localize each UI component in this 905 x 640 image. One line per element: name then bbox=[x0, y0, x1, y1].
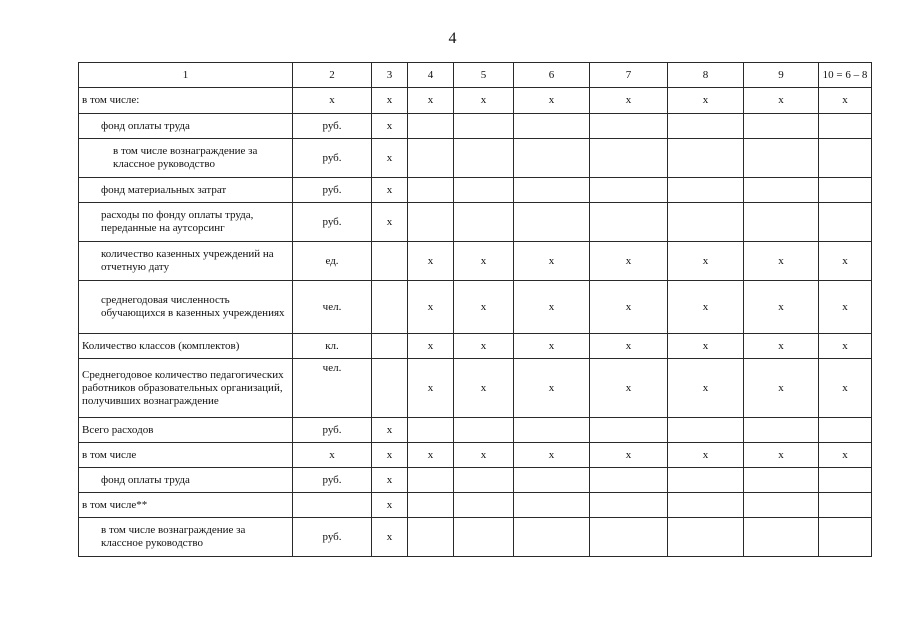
unit-cell: руб. bbox=[293, 139, 372, 178]
table-row bbox=[79, 493, 872, 518]
value-cell: х bbox=[668, 334, 744, 359]
value-cell: х bbox=[744, 359, 819, 418]
value-cell: х bbox=[744, 281, 819, 334]
value-cell bbox=[372, 334, 408, 359]
row-label: Среднегодовое количество педагогических работников образовательных организаций, получивших вознаграждение bbox=[79, 359, 293, 418]
row-label: в том числе bbox=[79, 443, 293, 468]
value-cell: х bbox=[372, 203, 408, 242]
value-cell: х bbox=[408, 334, 454, 359]
value-cell bbox=[408, 114, 454, 139]
value-cell bbox=[454, 493, 514, 518]
table-row bbox=[79, 468, 872, 493]
value-cell: х bbox=[668, 443, 744, 468]
value-cell: х bbox=[514, 334, 590, 359]
value-cell bbox=[819, 468, 872, 493]
value-cell: х bbox=[819, 359, 872, 418]
unit-cell: х bbox=[293, 443, 372, 468]
table-row bbox=[79, 88, 872, 114]
table-row bbox=[79, 281, 872, 334]
unit-cell: руб. bbox=[293, 468, 372, 493]
value-cell bbox=[514, 468, 590, 493]
value-cell bbox=[668, 468, 744, 493]
value-cell bbox=[668, 114, 744, 139]
value-cell: х bbox=[372, 443, 408, 468]
table-row bbox=[79, 178, 872, 203]
value-cell: х bbox=[819, 281, 872, 334]
value-cell bbox=[514, 114, 590, 139]
row-label: в том числе вознаграждение за классное руководство bbox=[79, 139, 293, 178]
row-label: в том числе: bbox=[79, 88, 293, 114]
value-cell: х bbox=[454, 359, 514, 418]
unit-cell: руб. bbox=[293, 203, 372, 242]
value-cell bbox=[590, 493, 668, 518]
value-cell bbox=[514, 493, 590, 518]
column-header-8: 8 bbox=[668, 63, 744, 88]
value-cell bbox=[454, 468, 514, 493]
value-cell bbox=[744, 418, 819, 443]
column-header-1: 1 bbox=[79, 63, 293, 88]
value-cell bbox=[408, 518, 454, 557]
value-cell bbox=[454, 203, 514, 242]
value-cell: х bbox=[744, 443, 819, 468]
value-cell bbox=[514, 418, 590, 443]
value-cell: х bbox=[819, 334, 872, 359]
value-cell bbox=[454, 418, 514, 443]
value-cell: х bbox=[819, 88, 872, 114]
value-cell: х bbox=[744, 334, 819, 359]
value-cell bbox=[590, 418, 668, 443]
row-label: Всего расходов bbox=[79, 418, 293, 443]
column-header-2: 2 bbox=[293, 63, 372, 88]
value-cell bbox=[372, 242, 408, 281]
value-cell bbox=[744, 468, 819, 493]
value-cell bbox=[668, 203, 744, 242]
row-label: в том числе вознаграждение за классное руководство bbox=[79, 518, 293, 557]
value-cell: х bbox=[372, 518, 408, 557]
table-row bbox=[79, 334, 872, 359]
value-cell bbox=[668, 518, 744, 557]
value-cell: х bbox=[408, 88, 454, 114]
row-label: Количество классов (комплектов) bbox=[79, 334, 293, 359]
unit-cell: руб. bbox=[293, 418, 372, 443]
column-header-6: 6 bbox=[514, 63, 590, 88]
value-cell bbox=[372, 281, 408, 334]
value-cell bbox=[744, 139, 819, 178]
unit-cell: ед. bbox=[293, 242, 372, 281]
value-cell: х bbox=[514, 88, 590, 114]
value-cell: х bbox=[408, 443, 454, 468]
row-label: в том числе** bbox=[79, 493, 293, 518]
value-cell: х bbox=[668, 281, 744, 334]
unit-cell: чел. bbox=[293, 359, 372, 418]
unit-cell: руб. bbox=[293, 518, 372, 557]
value-cell bbox=[408, 203, 454, 242]
value-cell: х bbox=[408, 242, 454, 281]
unit-cell bbox=[293, 493, 372, 518]
value-cell: х bbox=[372, 418, 408, 443]
value-cell bbox=[744, 114, 819, 139]
value-cell: х bbox=[372, 139, 408, 178]
row-label: фонд оплаты труда bbox=[79, 468, 293, 493]
value-cell: х bbox=[819, 242, 872, 281]
table-row bbox=[79, 518, 872, 557]
value-cell: х bbox=[408, 359, 454, 418]
value-cell: х bbox=[372, 493, 408, 518]
unit-cell: чел. bbox=[293, 281, 372, 334]
table-row bbox=[79, 359, 872, 418]
value-cell bbox=[590, 139, 668, 178]
value-cell: х bbox=[744, 88, 819, 114]
value-cell: х bbox=[590, 242, 668, 281]
value-cell bbox=[408, 418, 454, 443]
value-cell bbox=[819, 518, 872, 557]
value-cell bbox=[514, 178, 590, 203]
value-cell: х bbox=[744, 242, 819, 281]
value-cell: х bbox=[514, 242, 590, 281]
value-cell bbox=[590, 178, 668, 203]
value-cell bbox=[819, 114, 872, 139]
value-cell bbox=[454, 518, 514, 557]
value-cell bbox=[590, 114, 668, 139]
column-header-10: 10 = 6 – 8 bbox=[819, 63, 872, 88]
value-cell: х bbox=[454, 443, 514, 468]
unit-cell: х bbox=[293, 88, 372, 114]
value-cell: х bbox=[590, 443, 668, 468]
page-number: 4 bbox=[448, 30, 457, 47]
value-cell bbox=[408, 139, 454, 178]
value-cell bbox=[372, 359, 408, 418]
value-cell bbox=[454, 178, 514, 203]
value-cell: х bbox=[819, 443, 872, 468]
value-cell: х bbox=[514, 359, 590, 418]
row-label: фонд материальных затрат bbox=[79, 178, 293, 203]
value-cell: х bbox=[372, 178, 408, 203]
value-cell bbox=[454, 139, 514, 178]
value-cell bbox=[590, 518, 668, 557]
value-cell: х bbox=[590, 281, 668, 334]
value-cell: х bbox=[454, 242, 514, 281]
value-cell bbox=[668, 493, 744, 518]
value-cell: х bbox=[454, 88, 514, 114]
value-cell bbox=[408, 493, 454, 518]
table-row bbox=[79, 114, 872, 139]
value-cell: х bbox=[590, 88, 668, 114]
value-cell bbox=[590, 468, 668, 493]
value-cell bbox=[744, 178, 819, 203]
value-cell bbox=[514, 203, 590, 242]
value-cell: х bbox=[514, 281, 590, 334]
value-cell bbox=[744, 518, 819, 557]
row-label: фонд оплаты труда bbox=[79, 114, 293, 139]
table-header-row bbox=[79, 63, 872, 88]
value-cell: х bbox=[408, 281, 454, 334]
value-cell bbox=[514, 139, 590, 178]
value-cell: х bbox=[590, 359, 668, 418]
value-cell bbox=[454, 114, 514, 139]
value-cell: х bbox=[372, 88, 408, 114]
value-cell bbox=[819, 178, 872, 203]
value-cell bbox=[408, 468, 454, 493]
value-cell bbox=[514, 518, 590, 557]
value-cell bbox=[819, 493, 872, 518]
value-cell bbox=[819, 418, 872, 443]
value-cell bbox=[744, 493, 819, 518]
value-cell: х bbox=[514, 443, 590, 468]
table-row bbox=[79, 139, 872, 178]
value-cell: х bbox=[454, 281, 514, 334]
column-header-5: 5 bbox=[454, 63, 514, 88]
unit-cell: руб. bbox=[293, 114, 372, 139]
row-label: количество казенных учреждений на отчетную дату bbox=[79, 242, 293, 281]
value-cell bbox=[744, 203, 819, 242]
table-row bbox=[79, 242, 872, 281]
row-label: среднегодовая численность обучающихся в казенных учреждениях bbox=[79, 281, 293, 334]
value-cell bbox=[590, 203, 668, 242]
value-cell bbox=[668, 139, 744, 178]
row-label: расходы по фонду оплаты труда, переданные на аутсорсинг bbox=[79, 203, 293, 242]
value-cell: х bbox=[668, 359, 744, 418]
column-header-4: 4 bbox=[408, 63, 454, 88]
column-header-3: 3 bbox=[372, 63, 408, 88]
value-cell: х bbox=[590, 334, 668, 359]
value-cell bbox=[819, 139, 872, 178]
report-table bbox=[78, 62, 872, 557]
value-cell: х bbox=[668, 242, 744, 281]
value-cell bbox=[819, 203, 872, 242]
value-cell: х bbox=[372, 114, 408, 139]
table-row bbox=[79, 443, 872, 468]
value-cell: х bbox=[372, 468, 408, 493]
unit-cell: руб. bbox=[293, 178, 372, 203]
value-cell bbox=[668, 418, 744, 443]
table-row bbox=[79, 418, 872, 443]
value-cell: х bbox=[668, 88, 744, 114]
value-cell: х bbox=[454, 334, 514, 359]
table-row bbox=[79, 203, 872, 242]
value-cell bbox=[408, 178, 454, 203]
unit-cell: кл. bbox=[293, 334, 372, 359]
column-header-7: 7 bbox=[590, 63, 668, 88]
column-header-9: 9 bbox=[744, 63, 819, 88]
value-cell bbox=[668, 178, 744, 203]
